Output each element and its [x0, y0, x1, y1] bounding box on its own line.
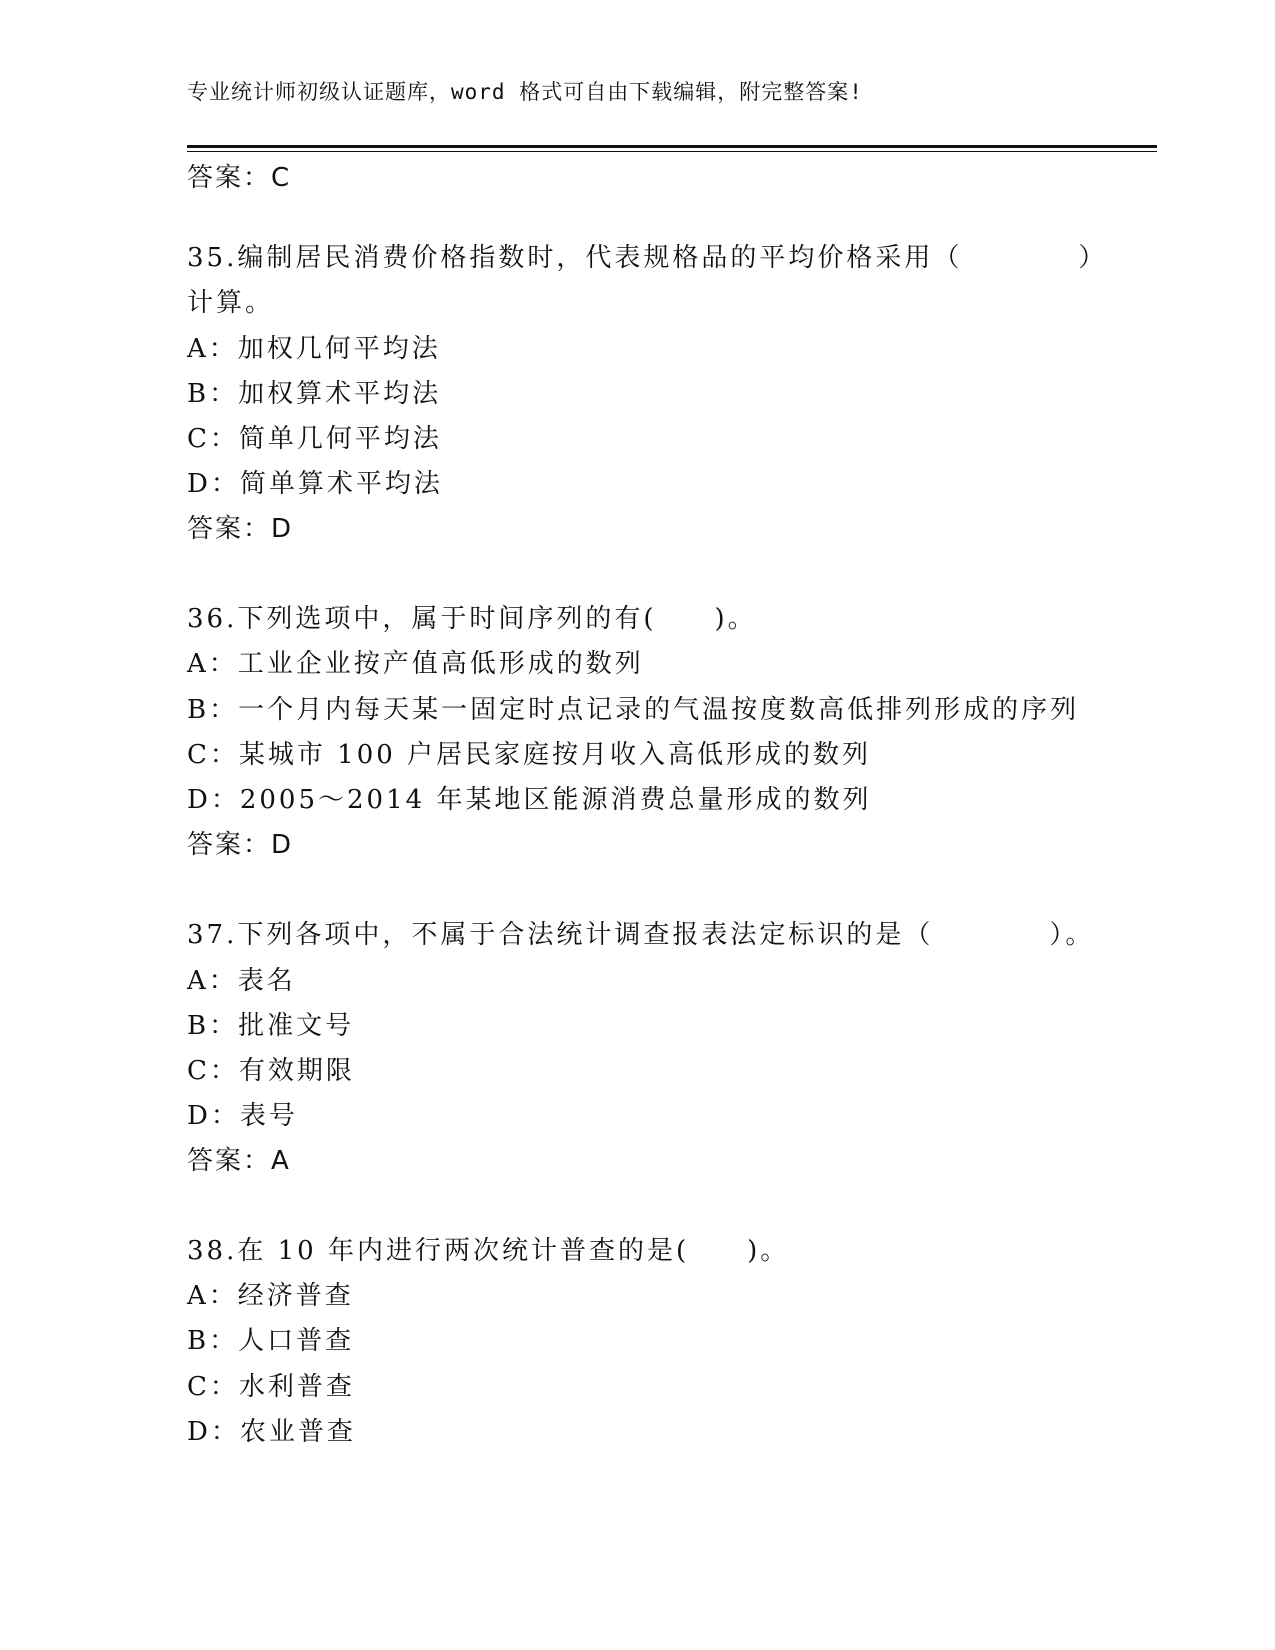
question-36-stem: 36.下列选项中，属于时间序列的有( )。 — [187, 604, 757, 634]
question-35-stem-line-1: 35.编制居民消费价格指数时，代表规格品的平均价格采用（ ） — [187, 243, 1108, 273]
question-35-option-b: B：加权算术平均法 — [187, 379, 442, 409]
question-35-option-c: C：简单几何平均法 — [187, 424, 442, 454]
question-38-stem: 38.在 10 年内进行两次统计普查的是( )。 — [187, 1236, 790, 1266]
header-rule-thin — [187, 151, 1157, 152]
question-37-option-c: C：有效期限 — [187, 1056, 355, 1086]
question-37-option-d: D：表号 — [187, 1101, 298, 1131]
question-37-stem: 37.下列各项中，不属于合法统计调查报表法定标识的是（ ）。 — [187, 920, 1095, 950]
question-35-stem-line-2: 计算。 — [187, 288, 275, 318]
question-38-option-a: A：经济普查 — [187, 1281, 354, 1311]
question-38-option-d: D：农业普查 — [187, 1417, 356, 1447]
question-38-option-b: B：人口普查 — [187, 1326, 355, 1356]
page-header: 专业统计师初级认证题库，word 格式可自由下载编辑，附完整答案! — [187, 80, 863, 104]
header-rule-thick — [187, 145, 1157, 148]
question-36-option-b: B：一个月内每天某一固定时点记录的气温按度数高低排列形成的序列 — [187, 695, 1080, 725]
question-36-option-d: D：2005～2014 年某地区能源消费总量形成的数列 — [187, 785, 872, 815]
question-35-option-d: D：简单算术平均法 — [187, 469, 443, 499]
answer-34: 答案：C — [187, 163, 292, 193]
answer-36: 答案：D — [187, 830, 294, 860]
question-36-option-c: C：某城市 100 户居民家庭按月收入高低形成的数列 — [187, 740, 872, 770]
answer-37: 答案：A — [187, 1146, 291, 1176]
answer-35: 答案：D — [187, 514, 294, 544]
question-37-option-a: A：表名 — [187, 966, 296, 996]
question-35-option-a: A：加权几何平均法 — [187, 334, 441, 364]
question-36-option-a: A：工业企业按产值高低形成的数列 — [187, 649, 644, 679]
question-38-option-c: C：水利普查 — [187, 1372, 355, 1402]
question-37-option-b: B：批准文号 — [187, 1011, 355, 1041]
